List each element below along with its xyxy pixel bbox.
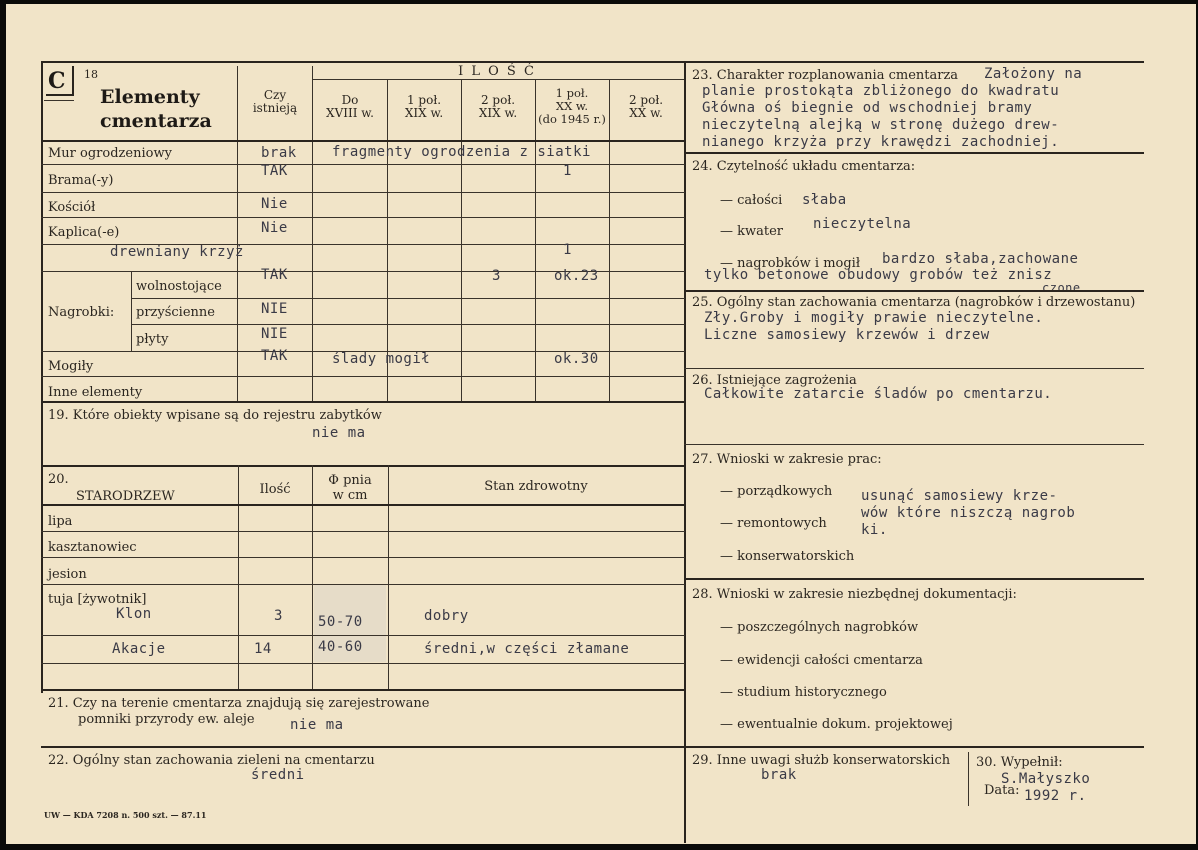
left-border (41, 61, 43, 693)
q20-col-stan: Stan zdrowotny (484, 479, 588, 494)
col-divider-3 (461, 79, 462, 401)
period-col-5: 2 poł. XX w. (628, 93, 664, 120)
title-line2: cmentarza (100, 110, 212, 132)
q24-bottom-border (684, 290, 1144, 292)
q20-col-divider-3 (388, 465, 389, 689)
label-mogily: Mogiły (48, 359, 94, 374)
q20-label: STARODRZEW (76, 489, 175, 504)
q28-item: — studium historycznego (720, 685, 887, 700)
record-card (6, 4, 1196, 844)
value-mogily-czy: TAK (261, 348, 288, 364)
row-line-6 (131, 298, 685, 299)
q20-col-ilosc: Ilość (259, 482, 291, 497)
row-line-1 (41, 164, 685, 165)
value-brama-czy: TAK (261, 163, 288, 179)
q28-bottom-border (684, 746, 1144, 748)
q29-q30-divider (968, 752, 969, 806)
value-mogily-note: ślady mogił (332, 351, 431, 367)
q25-answer2: Liczne samosiewy krzewów i drzew (704, 327, 990, 343)
q19-answer: nie ma (312, 425, 366, 441)
q26-answer: Całkowite zatarcie śladów po cmentarzu. (704, 386, 1053, 402)
q27-bottom-border (684, 578, 1144, 580)
tree-name: Akacje (112, 641, 166, 657)
q19-bottom-border (41, 465, 685, 467)
value-brama-1polxx: 1 (563, 163, 572, 179)
row-line-2 (41, 192, 685, 193)
q28-item: — ewentualnie dokum. projektowej (720, 717, 953, 732)
q21-bottom-border (41, 746, 685, 748)
q27-porz-label: — porządkowych (720, 484, 833, 499)
q20-col-divider-1 (238, 465, 239, 689)
value-wolnostojace-czy: TAK (261, 267, 288, 283)
section-number: 18 (84, 68, 98, 81)
tree-pnia: 50-70 (318, 614, 363, 630)
q28-item: — poszczególnych nagrobków (720, 620, 919, 635)
ilosc-header: I L O Ś Ć (458, 64, 536, 79)
q21-label-line2: pomniki przyrody ew. aleje (78, 712, 255, 727)
tree-name: lipa (48, 514, 73, 529)
col-divider-5 (609, 79, 610, 401)
q26-label: 26. Istniejące zagrożenia (692, 373, 857, 388)
tree-name: jesion (48, 567, 87, 582)
header-bottom-border (41, 140, 685, 142)
tree-ilosc: 3 (274, 608, 283, 624)
col-divider-4 (535, 79, 536, 401)
q20-number: 20. (48, 472, 69, 487)
q25-answer1: Zły.Groby i mogiły prawie nieczytelne. (704, 310, 1044, 326)
q24-kwater-label: — kwater (720, 224, 784, 239)
q27-label: 27. Wnioski w zakresie prac: (692, 452, 882, 467)
footer-print-code: UW — KDA 7208 n. 500 szt. — 87.11 (44, 810, 207, 820)
value-plyty-czy: NIE (261, 326, 288, 342)
q20-bottom-border (41, 689, 685, 691)
value-kosciol-czy: Nie (261, 196, 288, 212)
q19-label: 19. Które obiekty wpisane są do rejestru zabytków (48, 408, 382, 423)
title-line1: Elementy (100, 86, 200, 108)
label-kaplica: Kaplica(-e) (48, 225, 120, 240)
period-col-1: Do XVIII w. (326, 93, 374, 120)
row-line-3 (41, 217, 685, 218)
q23-answer-first: Założony na (984, 66, 1083, 82)
q20-header-bottom (41, 504, 685, 506)
label-kosciol: Kościół (48, 200, 96, 215)
q29-label: 29. Inne uwagi służb konserwatorskich (692, 753, 951, 768)
q24-calosci-answer: słaba (802, 192, 847, 208)
q21-label-line1: 21. Czy na terenie cmentarza znajdują się zarejestrowane (48, 696, 430, 711)
q24-kwater-answer: nieczytelna (813, 216, 912, 232)
value-extra-label: drewniany krzyż (110, 244, 244, 260)
top-border-left (41, 61, 685, 63)
q29-answer: brak (761, 767, 797, 783)
value-wolnostojace-2polxix: 3 (492, 268, 501, 284)
row-line-9 (41, 376, 685, 377)
q20-col-pnia: Φ pnia w cm (328, 473, 372, 503)
label-nagrobki: Nagrobki: (48, 305, 115, 320)
value-mur-note: fragmenty ogrodzenia z siatki (332, 144, 591, 160)
q20-row-line-1 (41, 531, 685, 532)
q23-label: 23. Charakter rozplanowania cmentarza (692, 68, 959, 83)
q24-nagrobkow-answer2: tylko betonowe obudowy grobów też znisz (704, 267, 1053, 283)
q20-row-line-5 (41, 663, 685, 664)
q20-row-line-3 (41, 584, 685, 585)
q24-nagrobkow-answer3: czone (1042, 281, 1081, 295)
q27-remont-label: — remontowych (720, 516, 827, 531)
q25-label: 25. Ogólny stan zachowania cmentarza (nagrobków i drzewostanu) (692, 295, 1136, 310)
q26-bottom-border (684, 444, 1144, 445)
q23-answer-rest: planie prostokąta zbliżonego do kwadratu Główna oś biegnie od wschodniej bramy nieczytelną alejką w stronę dużego drew- nianego krzyża przy krawędzi zachodniej. (702, 83, 1060, 150)
value-wolnostojace-1polxx: ok.23 (554, 268, 599, 284)
top-border-right (684, 61, 1144, 63)
tree-name: Klon (116, 606, 152, 622)
row-line-7 (131, 324, 685, 325)
q24-nagrobkow-answer1: bardzo słaba,zachowane (882, 251, 1079, 267)
tree-stan: średni,w części złamane (424, 641, 630, 657)
q30-label: 30. Wypełnił: (976, 755, 1063, 770)
q30-date: 1992 r. (1024, 788, 1087, 804)
value-mogily-1polxx: ok.30 (554, 351, 599, 367)
label-wolnostojace: wolnostojące (136, 279, 222, 294)
q28-label: 28. Wnioski w zakresie niezbędnej dokumentacji: (692, 587, 1017, 602)
ilosc-underline (312, 79, 684, 80)
q24-label: 24. Czytelność układu cmentarza: (692, 159, 916, 174)
tree-pnia: 40-60 (318, 639, 363, 655)
value-kaplica-czy: Nie (261, 220, 288, 236)
elements-bottom-border (41, 401, 685, 403)
period-col-4: 1 poł. XX w. (do 1945 r.) (538, 86, 606, 126)
q20-row-line-2 (41, 557, 685, 558)
value-mur-czy: brak (261, 145, 297, 161)
q22-answer: średni (251, 767, 305, 783)
q24-nagrobkow-label: — nagrobków i mogił (720, 256, 861, 271)
q28-item: — ewidencji całości cmentarza (720, 653, 923, 668)
section-letter: C (48, 68, 66, 94)
label-inne: Inne elementy (48, 385, 143, 400)
section-letter-underline (44, 100, 74, 101)
q27-answer: usunąć samosiewy krze- wów które niszczą nagrob ki. (861, 488, 1076, 538)
nagrobki-divider (131, 271, 132, 351)
value-przyscienne-czy: NIE (261, 301, 288, 317)
q22-label: 22. Ogólny stan zachowania zieleni na cmentarzu (48, 753, 375, 768)
value-extra-1polxx: 1 (563, 242, 572, 258)
middle-border (684, 61, 686, 843)
q30-name: S.Małyszko (1001, 771, 1091, 787)
period-col-3: 2 poł. XIX w. (478, 93, 518, 120)
label-mur: Mur ogrodzeniowy (48, 146, 172, 161)
tree-name: kasztanowiec (48, 540, 137, 555)
q21-answer: nie ma (290, 717, 344, 733)
period-col-2: 1 poł. XIX w. (404, 93, 444, 120)
q30-data-label: Data: (984, 783, 1020, 798)
tree-stan: dobry (424, 608, 469, 624)
label-plyty: płyty (136, 332, 169, 347)
czy-istnieja-header: Czy istnieją (252, 88, 298, 115)
label-brama: Brama(-y) (48, 173, 114, 188)
tree-name: tuja [żywotnik] (48, 592, 147, 607)
label-przyscienne: przyścienne (136, 305, 215, 320)
q25-bottom-border (684, 368, 1144, 369)
tree-ilosc: 14 (254, 641, 272, 657)
q24-calosci-label: — całości (720, 193, 783, 208)
q23-bottom-border (684, 152, 1144, 154)
q20-row-line-4 (41, 635, 685, 636)
q27-konserw-label: — konserwatorskich (720, 549, 855, 564)
